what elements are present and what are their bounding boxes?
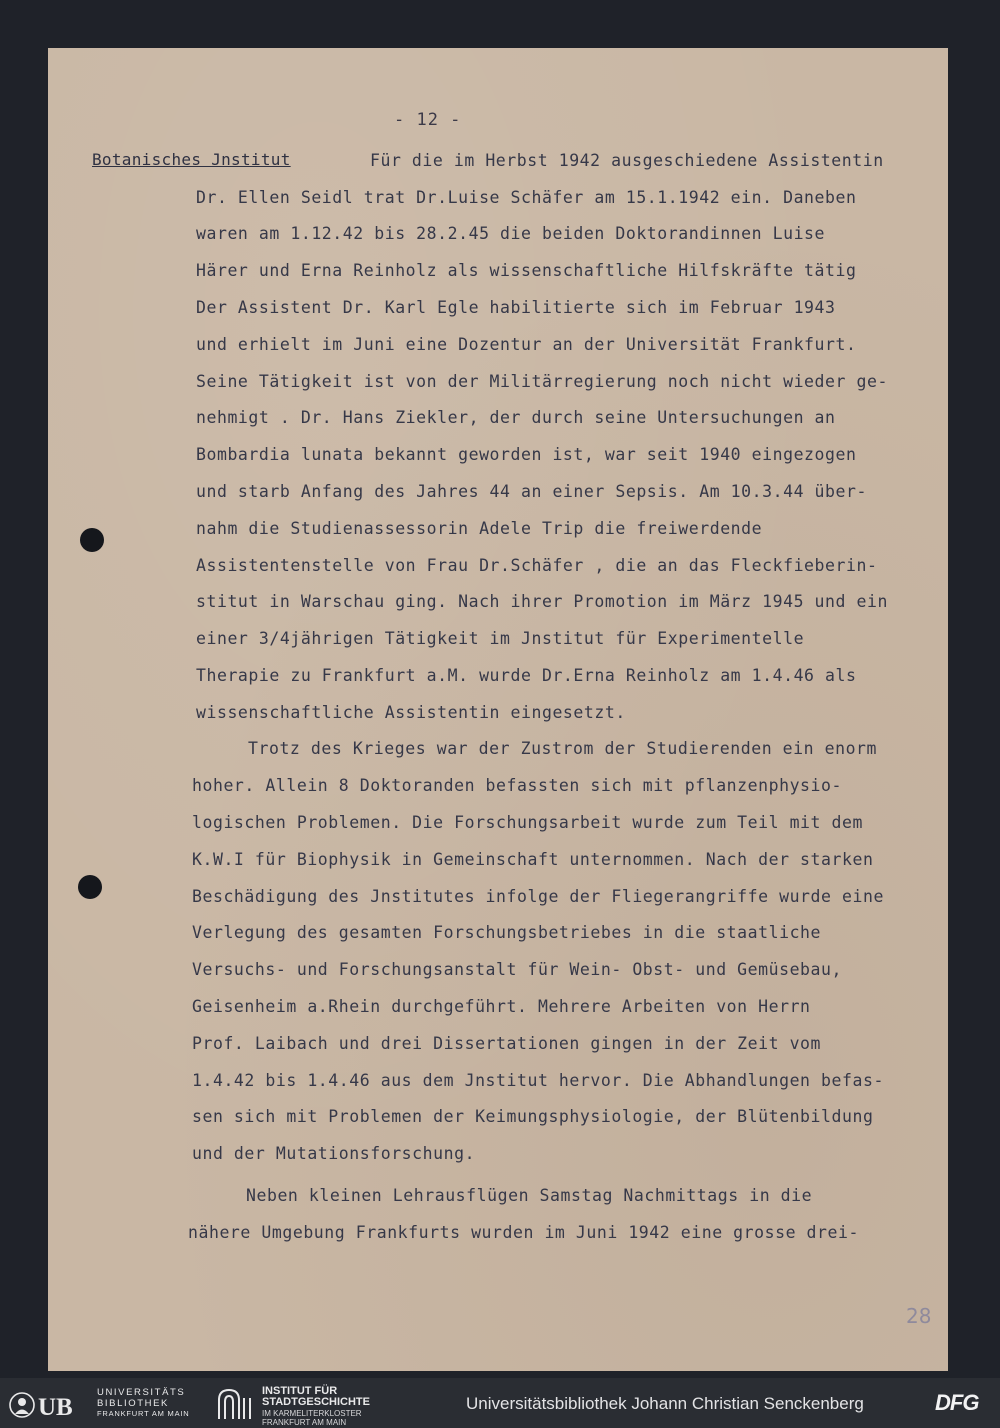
- text-line: und starb Anfang des Jahres 44 an einer Sepsis. Am 10.3.44 über-: [196, 482, 867, 501]
- ub-logo-text: UB: [38, 1394, 73, 1420]
- ub-name-line1: UNIVERSITÄTS: [97, 1387, 186, 1398]
- text-line: Trotz des Krieges war der Zustrom der Studierenden ein enorm: [248, 739, 878, 758]
- institute-line1: INSTITUT FÜR: [262, 1385, 338, 1397]
- text-line: logischen Problemen. Die Forschungsarbeit wurde zum Teil mit dem: [192, 813, 863, 832]
- footer-bar: [0, 1378, 1000, 1428]
- institute-line3: IM KARMELITERKLOSTER: [262, 1409, 362, 1418]
- ub-name-line3: FRANKFURT AM MAIN: [97, 1409, 190, 1418]
- text-line: nähere Umgebung Frankfurts wurden im Juni 1942 eine grosse drei-: [188, 1223, 859, 1242]
- ub-logo: [8, 1390, 90, 1420]
- institute-arch-icon: [216, 1388, 256, 1425]
- text-line: und erhielt im Juni eine Dozentur an der Universität Frankfurt.: [196, 335, 857, 354]
- document-page: [48, 48, 948, 1371]
- text-line: Neben kleinen Lehrausflügen Samstag Nachmittags in die: [246, 1186, 813, 1205]
- institute-line4: FRANKFURT AM MAIN: [262, 1418, 347, 1427]
- archive-number: 28: [906, 1304, 932, 1328]
- text-line: K.W.I für Biophysik in Gemeinschaft unternommen. Nach der starken: [192, 850, 874, 869]
- text-line: 1.4.42 bis 1.4.46 aus dem Jnstitut hervor. Die Abhandlungen befas-: [192, 1071, 884, 1090]
- section-heading: Botanisches Jnstitut: [92, 150, 291, 169]
- ub-name: [97, 1388, 190, 1420]
- dfg-logo: DFG: [935, 1390, 979, 1415]
- text-line: Für die im Herbst 1942 ausgeschiedene Assistentin: [370, 151, 884, 170]
- institute-name: [262, 1386, 370, 1408]
- institute-line2: STADTGESCHICHTE: [262, 1396, 370, 1408]
- text-line: sen sich mit Problemen der Keimungsphysiologie, der Blütenbildung: [192, 1107, 874, 1126]
- text-line: stitut in Warschau ging. Nach ihrer Promotion im März 1945 und ein: [196, 592, 888, 611]
- institute-subtitle: [262, 1409, 362, 1427]
- text-line: einer 3/4jährigen Tätigkeit im Jnstitut für Experimentelle: [196, 629, 805, 648]
- text-line: Assistentenstelle von Frau Dr.Schäfer , die an das Fleckfieberin-: [196, 556, 878, 575]
- text-line: wissenschaftliche Assistentin eingesetzt.: [196, 703, 626, 722]
- punch-hole-top: [80, 528, 104, 552]
- page-number: - 12 -: [394, 110, 462, 130]
- ub-name-line2: BIBLIOTHEK: [97, 1397, 169, 1409]
- text-line: nehmigt . Dr. Hans Ziekler, der durch seine Untersuchungen an: [196, 408, 836, 427]
- text-line: Therapie zu Frankfurt a.M. wurde Dr.Erna Reinholz am 1.4.46 als: [196, 666, 857, 685]
- text-line: Der Assistent Dr. Karl Egle habilitierte sich im Februar 1943: [196, 298, 836, 317]
- punch-hole-bottom: [78, 875, 102, 899]
- text-line: Seine Tätigkeit ist von der Militärregierung noch nicht wieder ge-: [196, 372, 888, 391]
- text-line: Geisenheim a.Rhein durchgeführt. Mehrere Arbeiten von Herrn: [192, 997, 811, 1016]
- text-line: und der Mutationsforschung.: [192, 1144, 476, 1163]
- text-line: nahm die Studienassessorin Adele Trip die freiwerdende: [196, 519, 763, 538]
- library-title: Universitätsbibliothek Johann Christian Senckenberg: [466, 1394, 864, 1413]
- text-line: Prof. Laibach und drei Dissertationen gingen in der Zeit vom: [192, 1034, 822, 1053]
- text-line: Beschädigung des Jnstitutes infolge der Fliegerangriffe wurde eine: [192, 887, 884, 906]
- text-line: waren am 1.12.42 bis 28.2.45 die beiden Doktorandinnen Luise: [196, 224, 826, 243]
- text-line: Versuchs- und Forschungsanstalt für Wein- Obst- und Gemüsebau,: [192, 960, 842, 979]
- text-line: Bombardia lunata bekannt geworden ist, war seit 1940 eingezogen: [196, 445, 857, 464]
- text-line: Härer und Erna Reinholz als wissenschaftliche Hilfskräfte tätig: [196, 261, 857, 280]
- text-line: hoher. Allein 8 Doktoranden befassten sich mit pflanzenphysio-: [192, 776, 842, 795]
- text-line: Dr. Ellen Seidl trat Dr.Luise Schäfer am 15.1.1942 ein. Daneben: [196, 188, 857, 207]
- text-line: Verlegung des gesamten Forschungsbetriebes in die staatliche: [192, 923, 822, 942]
- ub-seal-icon: [8, 1390, 90, 1420]
